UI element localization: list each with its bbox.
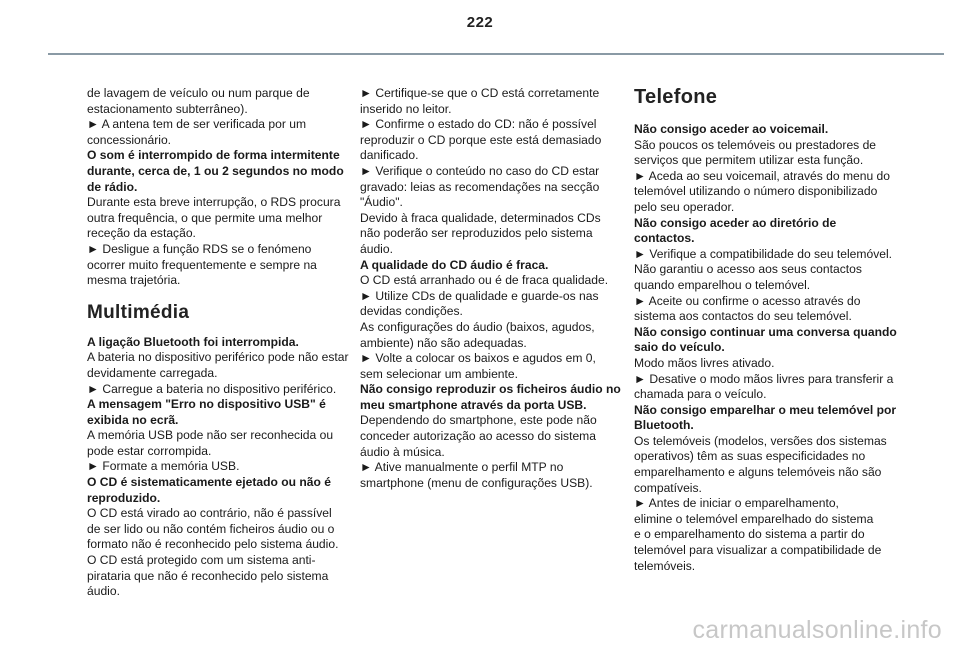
text-line: serviços que permitem utilizar esta função.: [634, 153, 864, 168]
question-line: Não consigo reproduzir os ficheiros áudio no: [360, 382, 621, 397]
text-line: não poderão ser reproduzidos pelo sistema: [360, 226, 593, 241]
text-line: ambiente) não são adequadas.: [360, 335, 527, 350]
question-line: O som é interrompido de forma intermitente: [87, 148, 340, 163]
text-line: ► Confirme o estado do CD: não é possível: [360, 117, 597, 132]
text-line: ► Desative o modo mãos livres para transferir a: [634, 371, 894, 386]
text-line: devidamente carregada.: [87, 365, 218, 380]
question-line: Não consigo aceder ao diretório de: [634, 215, 837, 230]
text-line: ocorrer muito frequentemente e sempre na: [87, 257, 317, 272]
question-line: O CD é sistematicamente ejetado ou não é: [87, 475, 331, 490]
question-line: exibida no ecrã.: [87, 412, 179, 427]
text-line: ► A antena tem de ser verificada por um: [87, 117, 307, 132]
text-line: conceder autorização ao acesso do sistema: [360, 429, 596, 444]
watermark: carmanualsonline.info: [692, 616, 942, 644]
text-line: ► Ative manualmente o perfil MTP no: [360, 460, 564, 475]
text-line: receção da estação.: [87, 226, 196, 241]
text-line: áudio.: [360, 241, 393, 256]
text-line: emparelhamento e alguns telemóveis não são: [634, 465, 882, 480]
question-line: de rádio.: [87, 179, 138, 194]
text-line: telemóvel para visualizar a compatibilidade de: [634, 543, 882, 558]
text-line: ► Formate a memória USB.: [87, 459, 240, 474]
text-line: São poucos os telemóveis ou prestadores de: [634, 137, 877, 152]
text-line: O CD está arranhado ou é de fraca qualidade.: [360, 273, 609, 288]
text-line: O CD está virado ao contrário, não é passível: [87, 506, 332, 521]
question-line: Bluetooth.: [634, 418, 694, 433]
text-line: concessionário.: [87, 132, 172, 147]
column-1-multimedia-body: [87, 335, 355, 600]
column-2-body: [360, 86, 625, 491]
text-line: chamada para o veículo.: [634, 387, 767, 402]
question-line: Não consigo aceder ao voicemail.: [634, 122, 829, 136]
question-line: reproduzido.: [87, 490, 161, 505]
text-line: Devido à fraca qualidade, determinados CDs: [360, 210, 601, 225]
text-line: sem selecionar um ambiente.: [360, 366, 518, 381]
text-line: ► Utilize CDs de qualidade e guarde-os nas: [360, 288, 599, 303]
text-line: inserido no leitor.: [360, 101, 452, 116]
text-line: formato não é reconhecido pelo sistema áudio.: [87, 537, 339, 552]
text-line: danificado.: [360, 148, 419, 163]
text-line: operativos) têm as suas especificidades no: [634, 449, 866, 464]
text-line: áudio à música.: [360, 444, 445, 459]
text-line: ► Carregue a bateria no dispositivo periférico.: [87, 381, 337, 396]
text-line: telemóvel utilizando o número disponibilizado: [634, 184, 878, 199]
column-2: [360, 86, 625, 491]
text-line: devidas condições.: [360, 304, 463, 319]
question-line: A mensagem "Erro no dispositivo USB" é: [87, 397, 326, 412]
text-line: e o emparelhamento do sistema a partir do: [634, 527, 865, 542]
text-line: outra frequência, o que permite uma melhor: [87, 210, 323, 225]
text-line: ► Verifique a compatibilidade do seu telemóvel.: [634, 246, 893, 261]
text-line: elimine o telemóvel emparelhado do sistema: [634, 511, 874, 526]
text-line: de ser lido ou não contém ficheiros áudio ou o: [87, 521, 335, 536]
text-line: ► Aceda ao seu voicemail, através do menu do: [634, 168, 891, 183]
text-line: mesma trajetória.: [87, 273, 181, 288]
text-line: A memória USB pode não ser reconhecida ou: [87, 428, 334, 443]
section-title-telefone: Telefone: [634, 86, 718, 108]
column-3: [634, 86, 906, 574]
text-line: Durante esta breve interrupção, o RDS procura: [87, 195, 341, 210]
text-line: Modo mãos livres ativado.: [634, 355, 775, 370]
text-line: reproduzir o CD porque este está demasiado: [360, 132, 602, 147]
text-line: compatíveis.: [634, 480, 702, 495]
section-title-multimedia: Multimédia: [87, 301, 190, 323]
text-line: Não garantiu o acesso aos seus contactos: [634, 262, 862, 277]
text-line: quando emparelhou o telemóvel.: [634, 277, 811, 292]
text-line: ► Certifique-se que o CD está corretamente: [360, 86, 600, 100]
column-3-body: [634, 122, 906, 574]
text-line: pode estar corrompida.: [87, 443, 212, 458]
text-line: As configurações do áudio (baixos, agudos,: [360, 319, 595, 334]
text-line: ► Verifique o conteúdo no caso do CD estar: [360, 163, 600, 178]
header-rule: [48, 53, 944, 55]
question-line: A ligação Bluetooth foi interrompida.: [87, 334, 299, 349]
text-line: telemóveis.: [634, 558, 696, 573]
text-line: áudio.: [87, 584, 120, 599]
text-line: "Áudio".: [360, 195, 403, 210]
question-line: contactos.: [634, 231, 695, 246]
question-line: saio do veículo.: [634, 340, 725, 355]
question-line: A qualidade do CD áudio é fraca.: [360, 257, 549, 272]
text-line: pirataria que não é reconhecido pelo sistema: [87, 568, 329, 583]
column-1: [87, 86, 355, 600]
text-line: smartphone (menu de configurações USB).: [360, 475, 593, 490]
question-line: durante, cerca de, 1 ou 2 segundos no modo: [87, 163, 344, 178]
text-line: ► Aceite ou confirme o acesso através do: [634, 293, 861, 308]
text-line: gravado: leias as recomendações na secção: [360, 179, 600, 194]
text-line: A bateria no dispositivo periférico pode não estar: [87, 350, 349, 365]
text-line: Dependendo do smartphone, este pode não: [360, 413, 597, 428]
question-line: Não consigo emparelhar o meu telemóvel por: [634, 402, 897, 417]
text-line: sistema aos contactos do seu telemóvel.: [634, 309, 852, 324]
text-line: ► Volte a colocar os baixos e agudos em 0,: [360, 351, 596, 366]
text-line: de lavagem de veículo ou num parque de: [87, 86, 310, 100]
text-line: ► Antes de iniciar o emparelhamento,: [634, 496, 839, 511]
question-line: Não consigo continuar uma conversa quando: [634, 324, 897, 339]
text-line: estacionamento subterrâneo).: [87, 101, 248, 116]
text-line: O CD está protegido com um sistema anti-: [87, 553, 316, 568]
text-line: Os telemóveis (modelos, versões dos sistemas: [634, 433, 887, 448]
question-line: meu smartphone através da porta USB.: [360, 397, 587, 412]
text-line: ► Desligue a função RDS se o fenómeno: [87, 241, 312, 256]
column-1-intro: [87, 86, 355, 289]
text-line: pelo seu operador.: [634, 199, 735, 214]
page-number: 222: [466, 14, 494, 31]
